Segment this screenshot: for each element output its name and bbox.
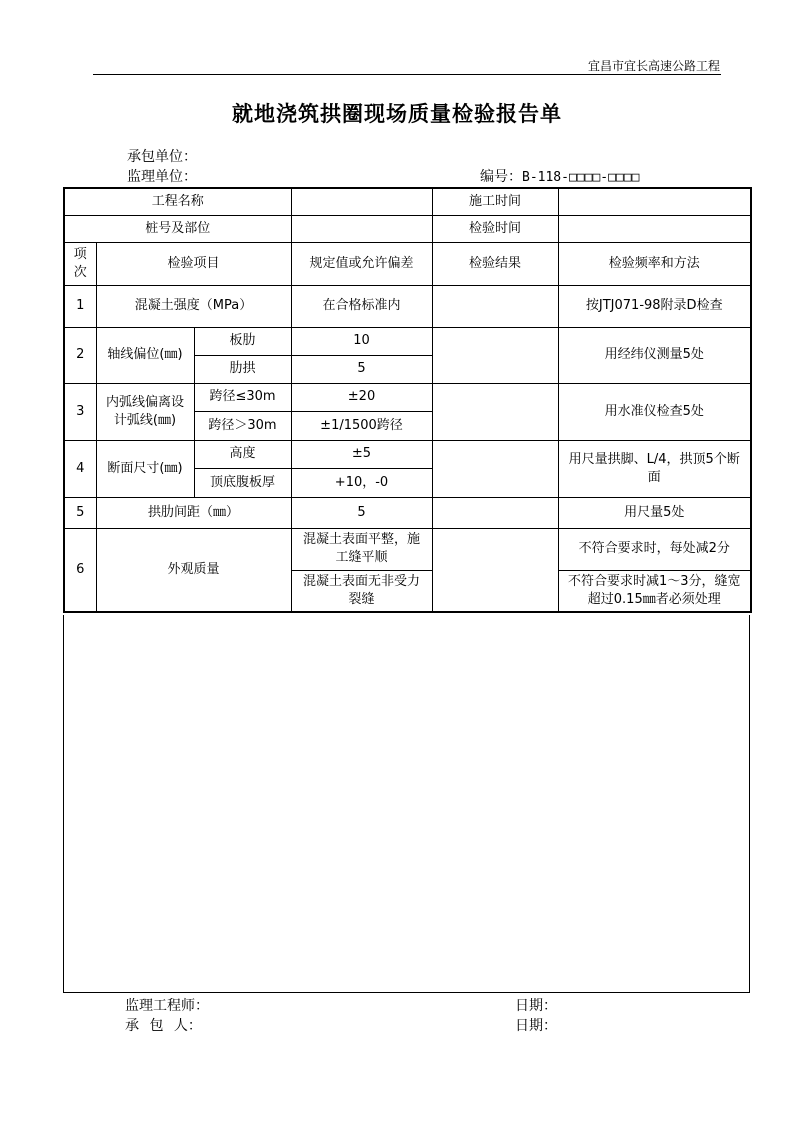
row-no: 4	[64, 440, 96, 497]
row-spec: ±1/1500跨径	[291, 411, 432, 440]
project-header: 宜昌市宜长高速公路工程	[587, 59, 720, 73]
code-value: B-118-□□□□-□□□□	[522, 170, 640, 185]
contractor-date-label: 日期：	[515, 1018, 557, 1034]
code-label: 编号：	[480, 169, 522, 185]
row-item: 断面尺寸(㎜)	[96, 440, 194, 497]
row-spec: ±20	[291, 383, 432, 411]
row-sub-item: 肋拱	[194, 355, 291, 383]
row-spec: 5	[291, 497, 432, 528]
inspection-table	[63, 187, 752, 613]
row-spec: 混凝土表面无非受力裂缝	[291, 570, 432, 612]
contractor-label: 承包单位：	[127, 149, 197, 165]
row-result[interactable]	[432, 383, 558, 440]
row-sub-item: 顶底腹板厚	[194, 468, 291, 497]
row-sub-item: 跨径＞30m	[194, 411, 291, 440]
row-method: 用水准仪检查5处	[558, 383, 751, 440]
row-method: 不符合要求时，每处减2分	[558, 528, 751, 570]
row-method: 按JTJ071-98附录D检查	[558, 285, 751, 327]
row-sub-item: 跨径≤30m	[194, 383, 291, 411]
row-result[interactable]	[432, 285, 558, 327]
engineer-date-label: 日期：	[515, 998, 557, 1014]
inspection-time-value[interactable]	[558, 215, 751, 242]
row-method: 用尺量5处	[558, 497, 751, 528]
row-spec: 在合格标准内	[291, 285, 432, 327]
form-code	[480, 166, 639, 186]
row-spec: 混凝土表面平整，施工缝平顺	[291, 528, 432, 570]
row-method: 用经纬仪测量5处	[558, 327, 751, 383]
table-row	[64, 528, 751, 570]
row-item: 轴线偏位(㎜)	[96, 327, 194, 383]
row-item: 外观质量	[96, 528, 291, 612]
row-method: 不符合要求时减1～3分，缝宽超过0.15㎜者必须处理	[558, 570, 751, 612]
row-result[interactable]	[432, 440, 558, 497]
row-no: 2	[64, 327, 96, 383]
row-no: 6	[64, 528, 96, 612]
row-method: 用尺量拱脚、L/4，拱顶5个断面	[558, 440, 751, 497]
header-result: 检验结果	[432, 242, 558, 285]
header-divider	[93, 74, 721, 75]
contractor-person-label: 承 包 人：	[125, 1018, 202, 1034]
row-no: 5	[64, 497, 96, 528]
header-spec: 规定值或允许偏差	[291, 242, 432, 285]
row-result[interactable]	[432, 327, 558, 383]
row-no: 3	[64, 383, 96, 440]
table-row	[64, 440, 751, 468]
row-spec: +10，-0	[291, 468, 432, 497]
project-name-value[interactable]	[291, 188, 432, 215]
table-row	[64, 497, 751, 528]
table-row	[64, 188, 751, 215]
row-item: 内弧线偏离设计弧线(㎜)	[96, 383, 194, 440]
table-header-row	[64, 242, 751, 285]
inspection-time-label: 检验时间	[432, 215, 558, 242]
header-method: 检验频率和方法	[558, 242, 751, 285]
construction-time-label: 施工时间	[432, 188, 558, 215]
row-no: 1	[64, 285, 96, 327]
table-row	[64, 383, 751, 411]
supervisor-label: 监理单位：	[127, 169, 197, 185]
station-value[interactable]	[291, 215, 432, 242]
row-item: 混凝土强度（MPa）	[96, 285, 291, 327]
engineer-signature-label: 监理工程师：	[125, 998, 209, 1014]
project-name-label: 工程名称	[64, 188, 291, 215]
table-row	[64, 285, 751, 327]
remarks-area[interactable]	[63, 615, 750, 993]
table-row	[64, 327, 751, 355]
row-result[interactable]	[432, 528, 558, 612]
station-label: 桩号及部位	[64, 215, 291, 242]
row-spec: 5	[291, 355, 432, 383]
table-row	[64, 215, 751, 242]
header-item: 检验项目	[96, 242, 291, 285]
construction-time-value[interactable]	[558, 188, 751, 215]
row-spec: 10	[291, 327, 432, 355]
row-sub-item: 板肋	[194, 327, 291, 355]
page-title: 就地浇筑拱圈现场质量检验报告单	[232, 101, 562, 126]
row-sub-item: 高度	[194, 440, 291, 468]
row-spec: ±5	[291, 440, 432, 468]
row-item: 拱肋间距（㎜）	[96, 497, 291, 528]
row-result[interactable]	[432, 497, 558, 528]
header-no: 项次	[64, 242, 96, 285]
